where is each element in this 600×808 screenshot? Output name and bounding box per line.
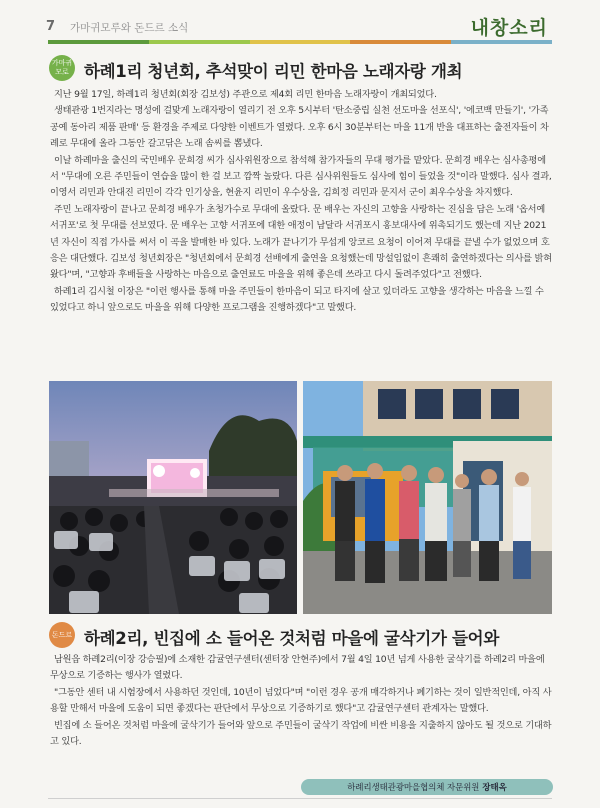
article-title: 하례2리, 빈집에 소 들어온 것처럼 마을에 굴삭기가 들어와 — [84, 629, 499, 648]
author-credit — [301, 779, 553, 795]
divider — [48, 798, 552, 799]
paragraph: 남원읍 하례2리(이장 강승필)에 소재한 감귤연구센터(센터장 안현주)에서 7월 4일 10년 넘게 사용한 굴삭기를 하례2리 마을에 무상으로 기증하는 행사가 열렸다. — [50, 654, 545, 682]
brand-logo: 내창소리 — [470, 17, 548, 39]
article-badge: 돈드르 — [49, 622, 75, 648]
paragraph: 지난 9월 17일, 하례1리 청년회(회장 김보성) 주관으로 제4회 리민 한마음 노래자랑이 개최되었다. — [54, 89, 437, 100]
paragraph: 하례1리 김시철 이장은 "이런 행사를 통해 마을 주민들이 한마음이 되고 타지에 살고 있더라도 고향을 생각하는 마음을 느낄 수 있었다고 하니 앞으로도 마을을 위해 다양한 프로그램을 진행하겠다"고 말했다. — [50, 285, 544, 314]
article-title: 하례1리 청년회, 추석맞이 리민 한마음 노래자랑 개최 — [84, 62, 463, 81]
header-stripe — [48, 40, 552, 44]
article-body — [50, 87, 552, 317]
article-badge: 가마귀모로 — [49, 55, 75, 81]
paragraph: 이날 하례마을 출신의 국민배우 문희경 씨가 심사위원장으로 참석해 참가자들의 무대 평가를 맡았다. 문희경 배우는 심사총평에서 "무대에 오른 주민들이 연습을 많이 한 걸 보고 깜짝 놀랐다. 다른 심사위원들도 심사에 힘이 들었을 것"이라 말했다. 심사 결과, 이영서 리민과 안대진 리민이 각각 인기상을, 현윤지 리민이 우수상을, 김희정 리민과 문지서 군이 최우수상을 차지했다. — [50, 154, 552, 199]
author-name: 장태옥 — [482, 782, 507, 792]
paragraph: 생태관광 1번지라는 명성에 걸맞게 노래자랑이 열리기 전 오후 5시부터 '탄소중립 실천 선도마을 선포식', '에코백 만들기', '가족공예 동아리 제품 판매' 등 환경을 주제로 다양한 이벤트가 열렸다. 오후 6시 30분부터는 마을 11개 반을 대표하는 출전자들이 차례로 무대에 올라 그동안 갈고닦은 노래 솜씨를 뽐냈다. — [50, 105, 549, 150]
excavator-donation-photo — [303, 381, 552, 614]
concert-photo — [49, 381, 297, 614]
page-number: 7 — [46, 19, 56, 34]
article-body — [50, 652, 552, 750]
paragraph: "그동안 센터 내 시험장에서 사용하던 것인데, 10년이 넘었다"며 "이런 경우 공개 매각하거나 폐기하는 것이 일반적인데, 아직 사용할 만해서 마을에 도움이 되면 좋겠다는 판단에서 무상으로 기증하기로 했다"고 감귤연구센터 관계자는 말했다. — [50, 686, 552, 715]
paragraph: 주민 노래자랑이 끝나고 문희경 배우가 초청가수로 무대에 올랐다. 문 배우는 자신의 고향을 사랑하는 진심을 담은 노래 '옵서예 서귀포'로 첫 무대를 선보였다. 문 배우는 고향 서귀포에 대한 애정이 남달라 서귀포시 홍보대사에 위촉되기도 했는데 지난 2021년 자신이 직접 가사를 써서 이 곡을 발매한 바 있다. 노래가 끝나기가 무섭게 앙코르 요청이 이어져 무대를 끝낼 수가 없었으며 호응은 대단했다. 김보성 청년회장은 "청년회에서 문희경 선배에게 출연을 요청했는데 망설임없이 흔쾌히 출연하겠다는 의사를 밝혀왔다"며, "고향과 후배들을 사랑하는 마음으로 출연료도 마을을 위해 좋은데 쓰라고 다시 돌려주었다"고 전했다. — [50, 203, 552, 281]
author-role: 하례리생태관광마을협의체 자문위원 — [347, 782, 480, 792]
section-title: 가마귀모루와 돈드르 소식 — [70, 22, 189, 34]
paragraph: 빈집에 소 들어온 것처럼 마을에 굴삭기가 들어와 앞으로 주민들이 굴삭기 작업에 비싼 비용을 지출하지 않아도 될 것으로 기대하고 있다. — [50, 719, 552, 748]
page-header — [0, 0, 600, 46]
